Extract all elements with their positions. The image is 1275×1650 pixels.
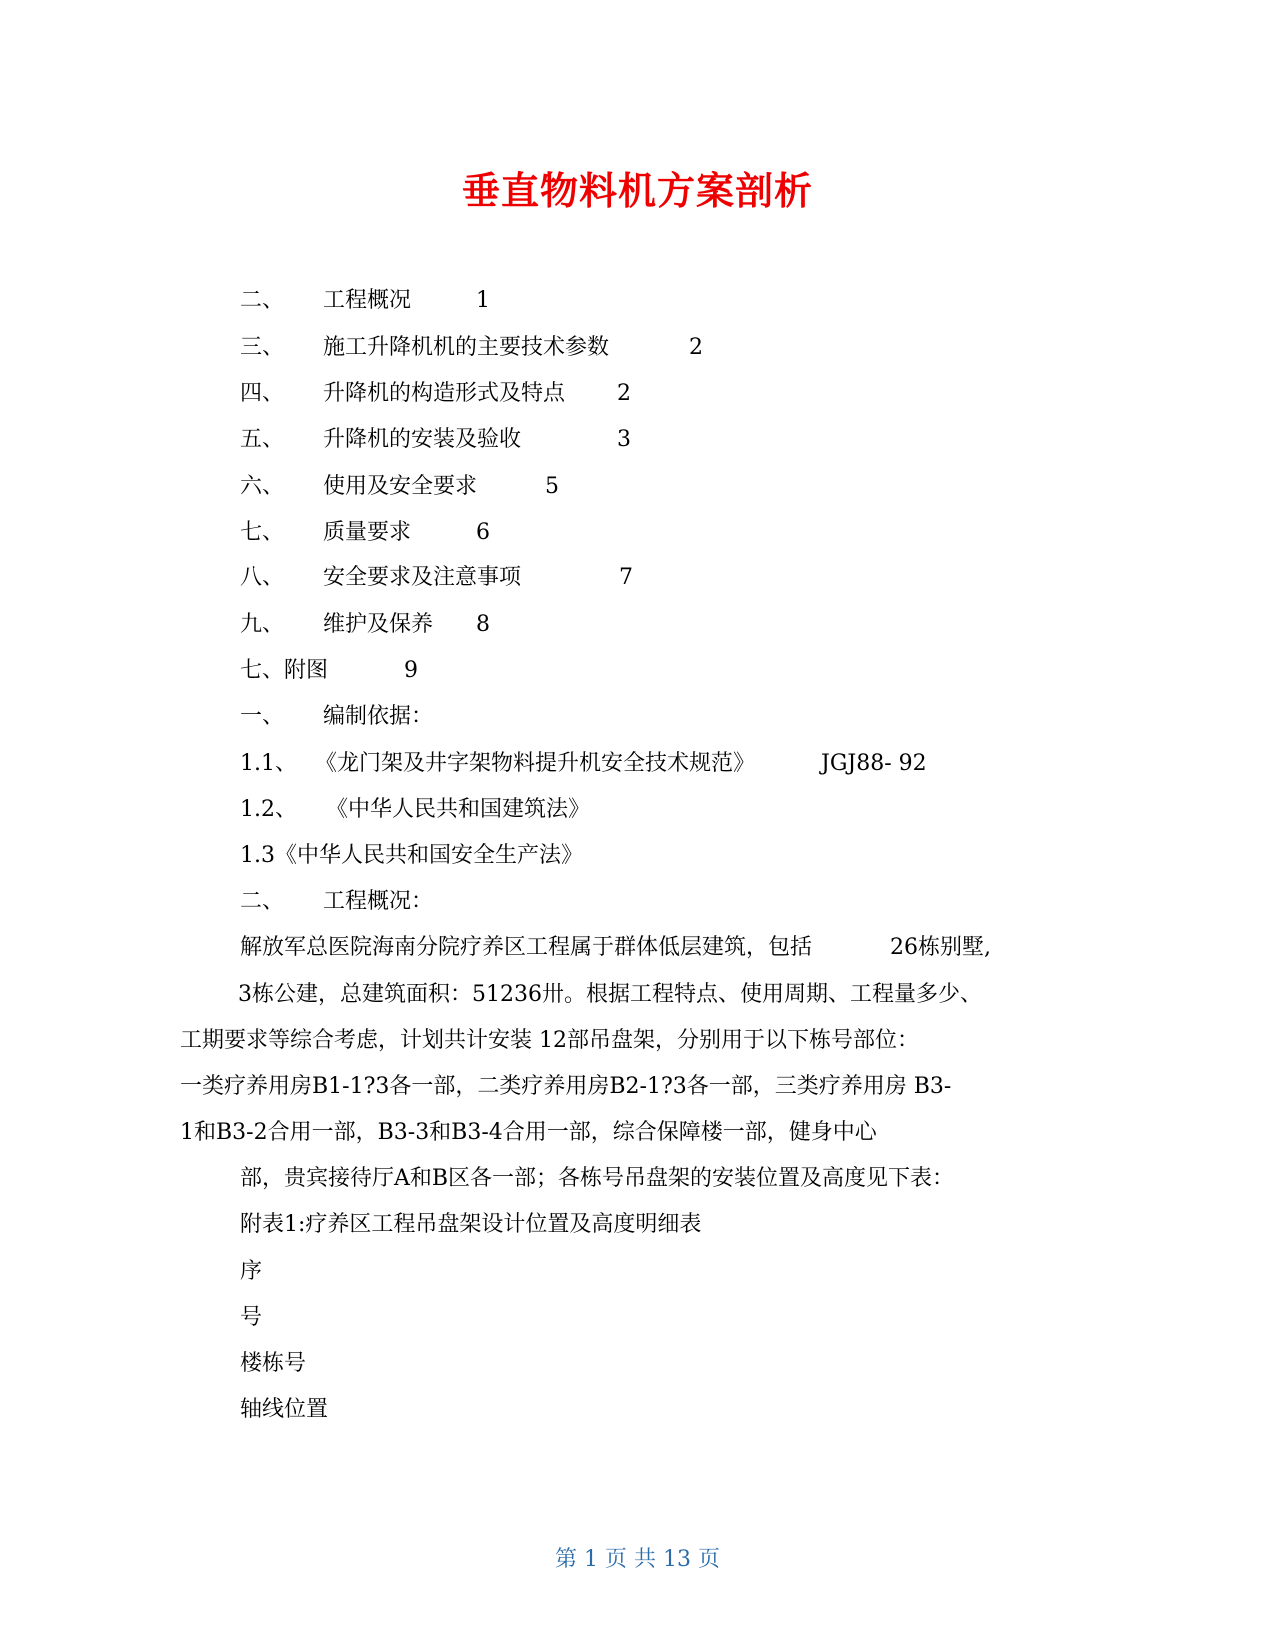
section-title: 工程概况：	[323, 889, 434, 914]
body-line: 3栋公建，总建筑面积：51236卅。根据工程特点、使用周期、工程量多少、	[238, 982, 982, 1007]
body-text: 解放军总医院海南分院疗养区工程属于群体低层建筑，包括	[240, 935, 813, 960]
toc-title: 质量要求	[323, 520, 412, 545]
toc-number: 五、	[240, 427, 285, 452]
toc-title: 工程概况	[323, 288, 412, 313]
toc-page: 1	[476, 288, 490, 313]
toc-number: 六、	[240, 474, 285, 499]
toc-number: 二、	[240, 288, 285, 313]
reference-title: 《龙门架及井字架物料提升机安全技术规范》	[315, 751, 756, 776]
toc-page: 2	[617, 381, 631, 406]
table-header-cell: 序	[240, 1259, 263, 1284]
table-header-cell: 楼栋号	[240, 1351, 307, 1376]
body-line: 工期要求等综合考虑，计划共计安装 12部吊盘架，分别用于以下栋号部位：	[180, 1028, 919, 1053]
body-line: 一类疗养用房B1-1?3各一部，二类疗养用房B2-1?3各一部，三类疗养用房 B3-	[180, 1074, 952, 1099]
section-title: 编制依据：	[323, 704, 434, 729]
toc-title: 安全要求及注意事项	[323, 565, 522, 590]
toc-title: 升降机的构造形式及特点	[323, 381, 566, 406]
toc-number: 七、附图	[240, 658, 329, 683]
toc-page: 2	[689, 335, 703, 360]
toc-page: 6	[476, 520, 490, 545]
toc-title: 施工升降机机的主要技术参数	[323, 335, 610, 360]
toc-page: 5	[545, 474, 559, 499]
toc-number: 八、	[240, 565, 285, 590]
toc-title: 使用及安全要求	[323, 474, 478, 499]
toc-page: 3	[617, 427, 631, 452]
reference-item: 1.3《中华人民共和国安全生产法》	[240, 843, 583, 868]
toc-number: 七、	[240, 520, 285, 545]
page-title: 垂直物料机方案剖析	[461, 169, 813, 213]
toc-number: 四、	[240, 381, 285, 406]
reference-number: 1.1、	[240, 751, 297, 776]
section-number: 二、	[240, 889, 285, 914]
toc-title: 维护及保养	[323, 612, 434, 637]
page-footer: 第 1 页 共 13 页	[555, 1547, 720, 1572]
table-header-cell: 轴线位置	[240, 1397, 329, 1422]
table-caption: 附表1:疗养区工程吊盘架设计位置及高度明细表	[240, 1212, 702, 1237]
toc-page: 9	[404, 658, 418, 683]
toc-page: 8	[476, 612, 490, 637]
body-line: 1和B3-2合用一部，B3-3和B3-4合用一部，综合保障楼一部，健身中心	[180, 1120, 877, 1145]
reference-title: 《中华人民共和国建筑法》	[326, 797, 591, 822]
section-number: 一、	[240, 704, 285, 729]
reference-number: 1.2、	[240, 797, 297, 822]
table-header-cell: 号	[240, 1305, 263, 1330]
toc-page: 7	[619, 565, 633, 590]
toc-title: 升降机的安装及验收	[323, 427, 522, 452]
body-text: 26栋别墅,	[890, 935, 991, 960]
body-line: 部，贵宾接待厅A和B区各一部；各栋号吊盘架的安装位置及高度见下表：	[240, 1166, 955, 1191]
reference-code: JGJ88- 92	[821, 751, 927, 776]
toc-number: 九、	[240, 612, 285, 637]
toc-number: 三、	[240, 335, 285, 360]
